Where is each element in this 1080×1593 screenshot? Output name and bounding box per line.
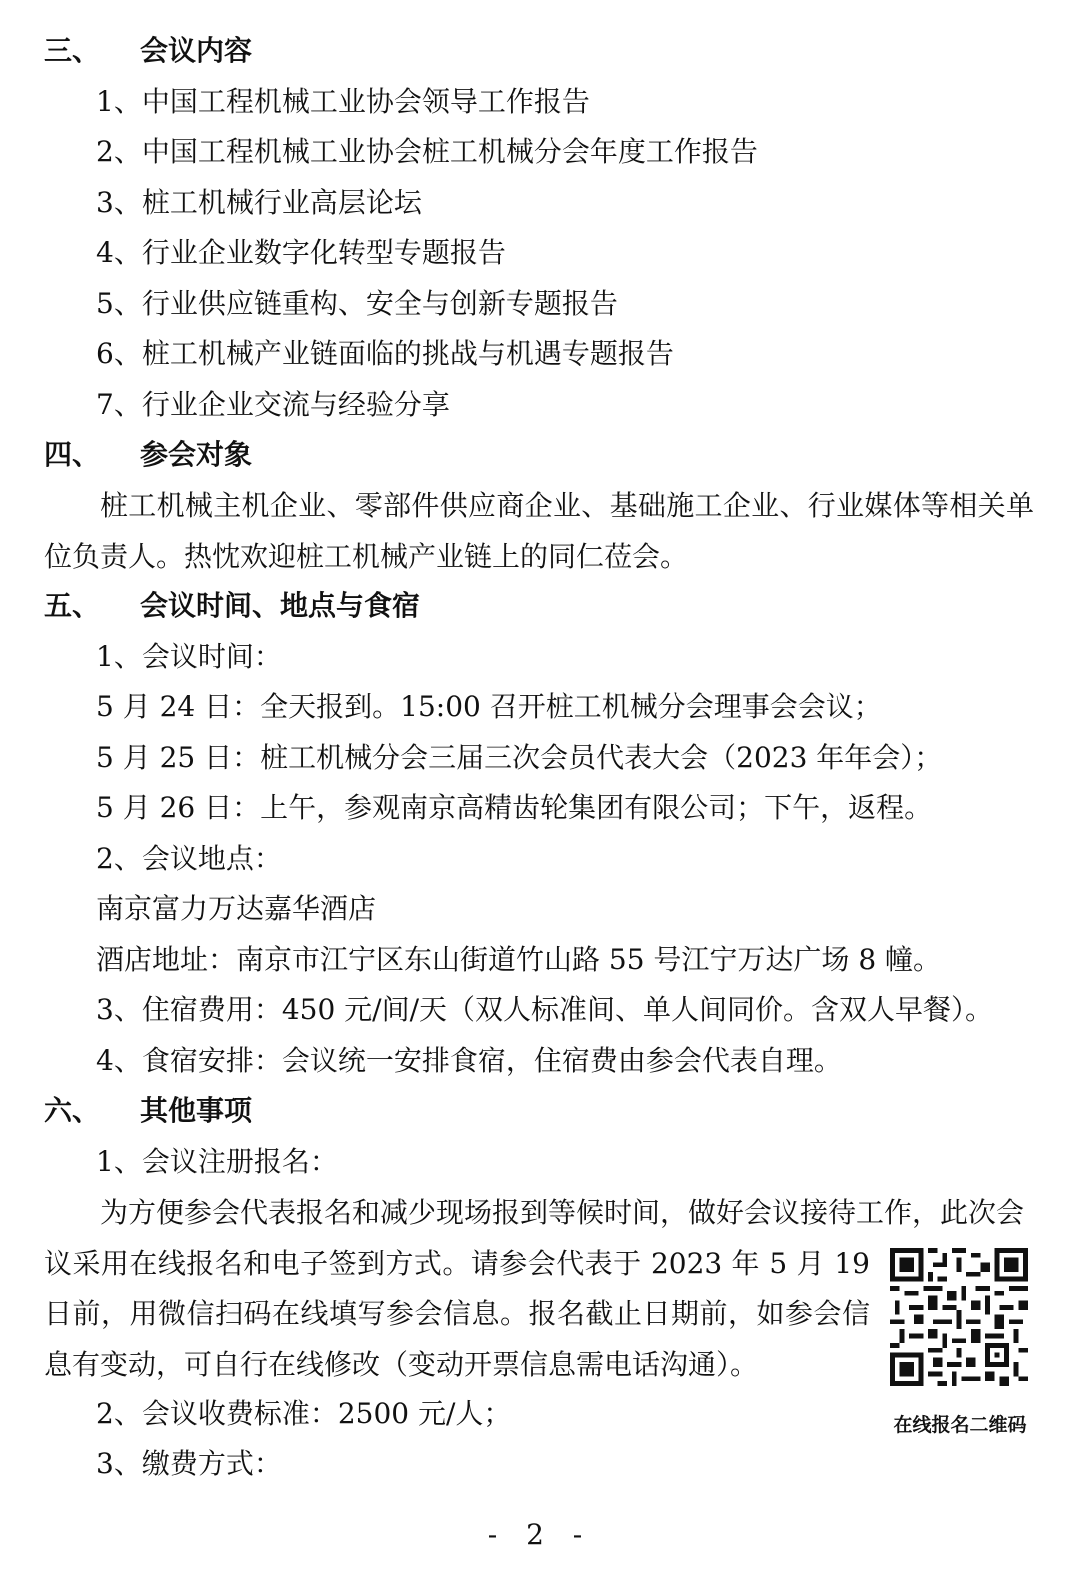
place-label: 2、会议地点：	[96, 842, 282, 875]
section-heading-5	[44, 588, 420, 624]
registration-label: 1、会议注册报名：	[96, 1145, 338, 1178]
page-number: - 2 -	[487, 1518, 593, 1551]
schedule-day-2: 5 月 25 日：桩工机械分会三届三次会员代表大会（2023 年年会）；	[96, 741, 943, 774]
list-item: 4、行业企业数字化转型专题报告	[96, 236, 506, 269]
section-number: 四、	[44, 438, 101, 471]
hotel-address: 酒店地址：南京市江宁区东山街道竹山路 55 号江宁万达广场 8 幢。	[96, 943, 942, 976]
list-item: 7、行业企业交流与经验分享	[96, 388, 450, 421]
section-title: 会议内容	[140, 34, 253, 67]
lodging-fee: 3、住宿费用：450 元/间/天（双人标准间、单人间同价。含双人早餐）。	[96, 993, 994, 1026]
list-item: 2、中国工程机械工业协会桩工机械分会年度工作报告	[96, 135, 758, 168]
section-title: 参会对象	[140, 438, 253, 471]
section-heading-4	[44, 437, 252, 473]
list-item: 1、中国工程机械工业协会领导工作报告	[96, 85, 590, 118]
schedule-day-1: 5 月 24 日：全天报到。15:00 召开桩工机械分会理事会会议；	[96, 690, 882, 723]
section-title: 会议时间、地点与食宿	[140, 589, 421, 622]
section-number: 五、	[44, 589, 101, 622]
registration-paragraph	[44, 1188, 1034, 1390]
attendee-text: 桩工机械主机企业、零部件供应商企业、基础施工企业、行业媒体等相关单位负责人。热忱欢迎桩工机械产业链上的同仁莅会。	[44, 489, 1034, 573]
time-label: 1、会议时间：	[96, 640, 282, 673]
qr-caption: 在线报名二维码	[893, 1414, 1027, 1436]
attendee-paragraph	[44, 481, 1034, 582]
section-number: 六、	[44, 1094, 101, 1127]
registration-qr-code[interactable]	[890, 1248, 1028, 1386]
section-heading-6	[44, 1093, 252, 1129]
section-title: 其他事项	[140, 1094, 253, 1127]
list-item: 3、桩工机械行业高层论坛	[96, 186, 422, 219]
lodging-arrangement: 4、食宿安排：会议统一安排食宿，住宿费由参会代表自理。	[96, 1044, 842, 1077]
section-number: 三、	[44, 34, 101, 67]
payment-method-label: 3、缴费方式：	[96, 1447, 282, 1480]
section-heading-3	[44, 33, 252, 69]
list-item: 6、桩工机械产业链面临的挑战与机遇专题报告	[96, 337, 674, 370]
hotel-name: 南京富力万达嘉华酒店	[96, 892, 377, 925]
schedule-day-3: 5 月 26 日：上午，参观南京高精齿轮集团有限公司；下午，返程。	[96, 791, 933, 824]
list-item: 5、行业供应链重构、安全与创新专题报告	[96, 287, 618, 320]
registration-text-continued: 议采用在线报名和电子签到方式。请参会代表于 2023 年 5 月 19 日前，用微信扫码在线填写参会信息。报名截止日期前，如参会信息有变动，可自行在线修改（变动开票信息需电话沟通）。	[44, 1246, 870, 1381]
conference-charge: 2、会议收费标准：2500 元/人；	[96, 1397, 512, 1430]
registration-text: 为方便参会代表报名和减少现场报到等候时间，做好会议接待工作，此次会	[100, 1196, 1025, 1229]
